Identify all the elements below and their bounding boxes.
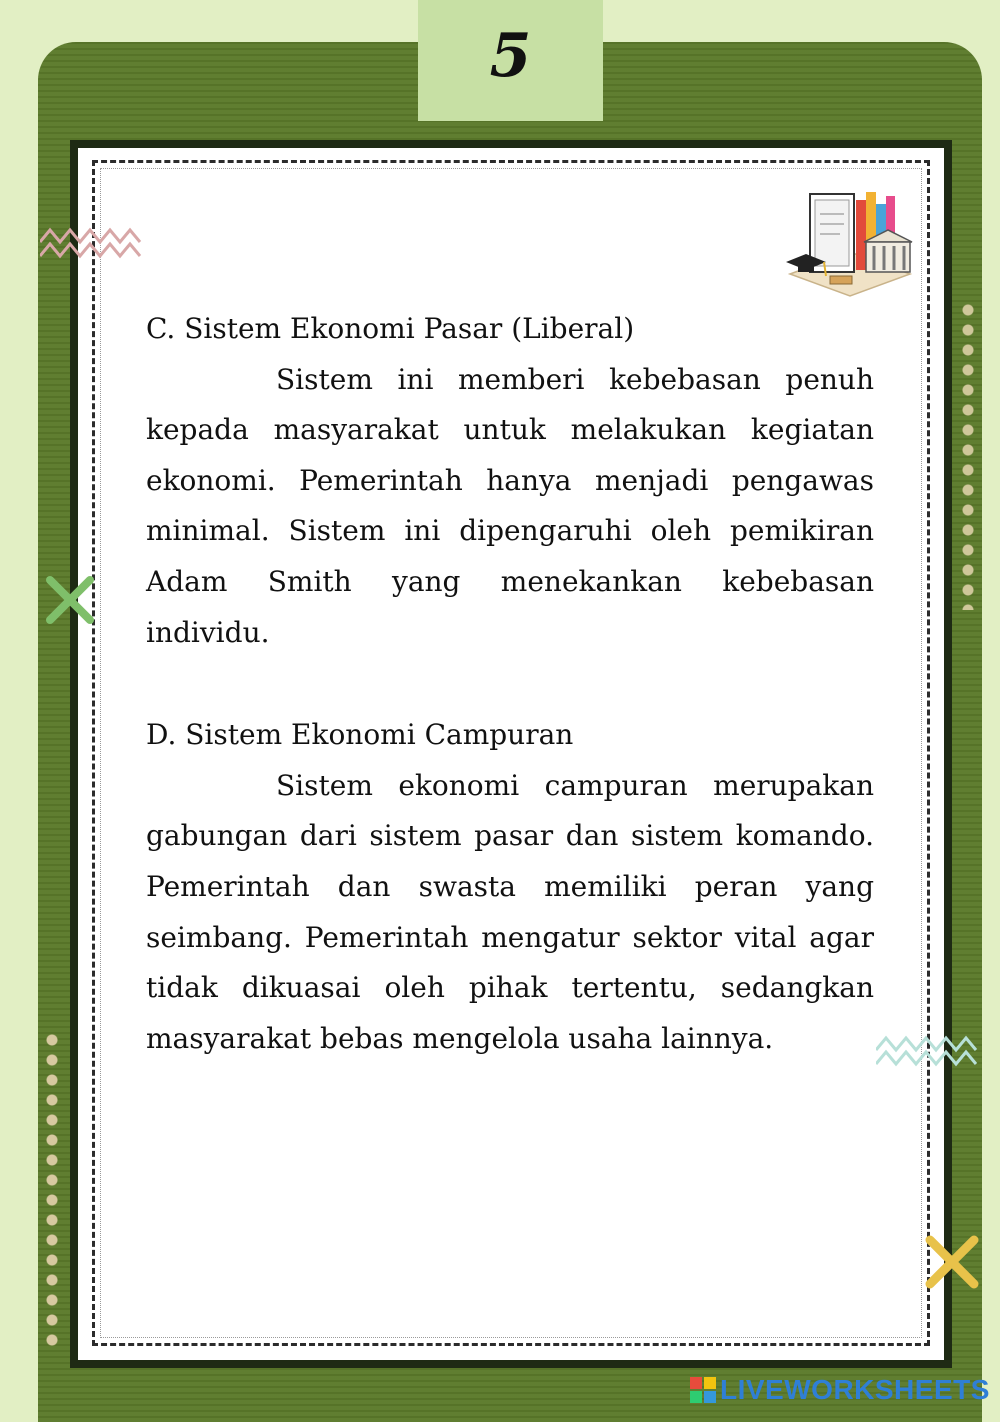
page-content: [146, 304, 874, 1064]
books-building-icon: [780, 182, 915, 304]
cross-decoration-left: [42, 572, 98, 628]
decorative-dots-right: [960, 300, 976, 610]
section-c-paragraph: Sistem ini memberi kebebasan penuh kepada masyarakat untuk melakukan kegiatan ekonomi. Pemerintah hanya menjadi pengawas minimal. Sistem ini dipengaruhi oleh pemikiran Adam Smith yang menekankan kebebasan individu.: [146, 362, 874, 649]
page-number: 5: [489, 20, 532, 91]
section-c-heading: C. Sistem Ekonomi Pasar (Liberal): [146, 312, 635, 345]
logo-text: LIVEWORKSHEETS: [720, 1374, 990, 1405]
decorative-dots-left: [44, 1030, 60, 1350]
zigzag-decoration-top-left: [40, 222, 150, 262]
logo-blocks-icon: [690, 1377, 716, 1403]
section-d-heading: D. Sistem Ekonomi Campuran: [146, 718, 574, 752]
zigzag-decoration-right: [876, 1030, 986, 1070]
liveworksheets-logo[interactable]: [690, 1374, 990, 1406]
page-number-tab: [418, 0, 603, 121]
cross-decoration-bottom-right: [922, 1232, 982, 1292]
section-d-paragraph: Sistem ekonomi campuran merupakan gabungan dari sistem pasar dan sistem komando. Pemerintah dan swasta memiliki peran yang seimbang. Pemerintah mengatur sektor vital agar tidak dikuasai oleh pihak tertentu, sedangkan masyarakat bebas mengelola usaha lainnya.: [146, 768, 874, 1055]
